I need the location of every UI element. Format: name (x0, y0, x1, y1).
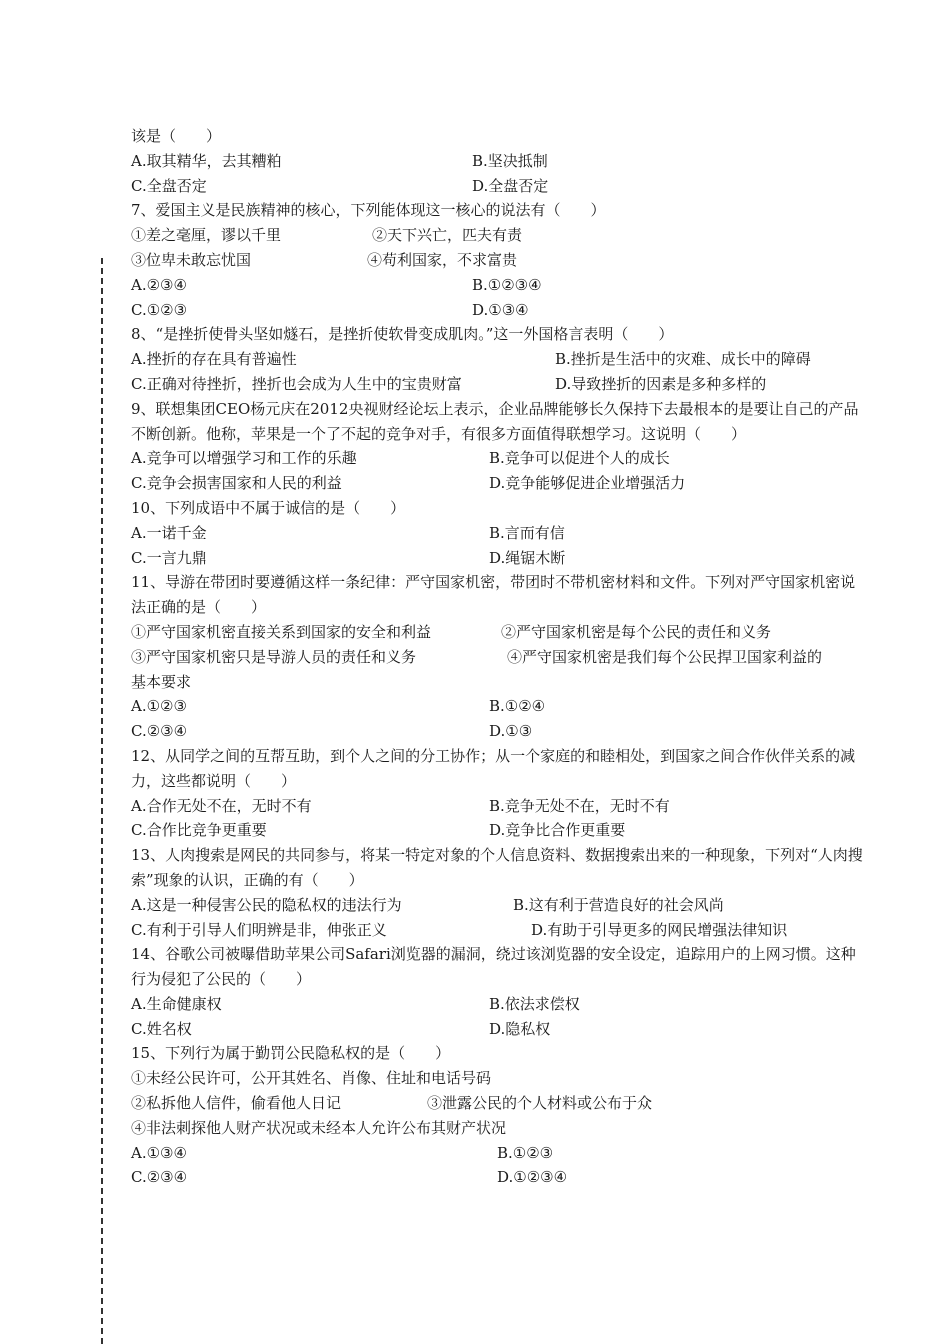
option-text-right: D.竞争能够促进企业增强活力 (489, 474, 686, 493)
text-line (131, 521, 866, 546)
text-line (131, 397, 866, 447)
line-text: A.挫折的存在具有普遍性 (131, 350, 297, 369)
text-line (131, 744, 866, 794)
question-text-body (131, 124, 866, 1190)
text-line (131, 1066, 866, 1091)
option-text-right: D.①②③④ (497, 1168, 568, 1187)
text-line (131, 794, 866, 819)
option-text-right: B.坚决抵制 (472, 151, 548, 170)
option-text-right: B.竞争无处不在，无时不有 (489, 796, 670, 815)
text-line (131, 918, 866, 943)
line-text: 该是（ ） (131, 127, 222, 145)
option-text-right: B.①②③ (497, 1143, 554, 1162)
text-line (131, 570, 866, 620)
option-text-right: D.隐私权 (489, 1019, 551, 1038)
text-line (131, 992, 866, 1017)
line-text: C.有利于引导人们明辨是非，伸张正义 (131, 920, 387, 939)
text-line (131, 1165, 866, 1190)
line-text: ①严守国家机密直接关系到国家的安全和利益 (131, 622, 432, 641)
text-line (131, 149, 866, 174)
line-text: C.①②③ (131, 300, 188, 319)
text-line (131, 843, 866, 893)
text-line (131, 446, 866, 471)
line-text: A.合作无处不在，无时不有 (131, 796, 312, 815)
line-text: ④非法刺探他人财产状况或未经本人允许公布其财产状况 (131, 1118, 507, 1137)
option-text-right: D.绳锯木断 (489, 548, 566, 567)
line-text: C.②③④ (131, 1168, 188, 1187)
option-text-right: B.言而有信 (489, 523, 565, 542)
option-text-right: ④严守国家机密是我们每个公民捍卫国家利益的 (507, 647, 823, 666)
option-text-right: D.导致挫折的因素是多种多样的 (555, 374, 767, 393)
line-text: C.正确对待挫折，挫折也会成为人生中的宝贵财富 (131, 374, 462, 393)
line-text: ①差之毫厘，谬以千里 (131, 226, 282, 245)
line-text: C.全盘否定 (131, 176, 207, 195)
option-text-right: B.依法求偿权 (489, 994, 580, 1013)
text-line (131, 471, 866, 496)
text-line (131, 496, 866, 521)
text-line (131, 198, 866, 223)
line-text: 7、爱国主义是民族精神的核心，下列能体现这一核心的说法有（ ） (131, 201, 606, 220)
text-line (131, 620, 866, 645)
text-line (131, 1091, 866, 1116)
line-text: A.生命健康权 (131, 994, 222, 1013)
text-line (131, 670, 866, 695)
line-text: 9、联想集团CEO杨元庆在2012央视财经论坛上表示，企业品牌能够长久保持下去最根本的是要让自己的产品不断创新。他称，苹果是一个了不起的竞争对手，有很多方面值得联想学习。这说明（ ） (131, 399, 859, 443)
option-text-right: D.竞争比合作更重要 (489, 821, 626, 840)
line-text: A.一诺千金 (131, 523, 207, 542)
text-line (131, 223, 866, 248)
line-text: C.姓名权 (131, 1019, 192, 1038)
line-text: A.取其精华，去其糟粕 (131, 151, 282, 170)
text-line (131, 645, 866, 670)
line-text: 8、“是挫折使骨头坚如燧石，是挫折使软骨变成肌肉。”这一外国格言表明（ ） (131, 325, 674, 344)
text-line (131, 124, 866, 149)
option-text-right: B.①②③④ (472, 275, 542, 294)
line-text: C.合作比竞争更重要 (131, 821, 267, 840)
binding-margin-dashed-line (101, 258, 103, 1344)
line-text: A.②③④ (131, 275, 187, 294)
line-text: ③严守国家机密只是导游人员的责任和义务 (131, 647, 417, 666)
text-line (131, 1017, 866, 1042)
text-line (131, 1041, 866, 1066)
line-text: 12、从同学之间的互帮互助，到个人之间的分工协作；从一个家庭的和睦相处，到国家之间合作伙伴关系的减力，这些都说明（ ） (131, 746, 856, 790)
line-text: ②私拆他人信件，偷看他人日记 (131, 1094, 342, 1113)
option-text-right: ②严守国家机密是每个公民的责任和义务 (501, 622, 772, 641)
text-line (131, 248, 866, 273)
line-text: A.竞争可以增强学习和工作的乐趣 (131, 449, 357, 468)
line-text: A.①②③ (131, 697, 187, 716)
option-text-right: D.①③④ (472, 300, 529, 319)
text-line (131, 322, 866, 347)
line-text: 11、导游在带团时要遵循这样一条纪律：严守国家机密，带团时不带机密材料和文件。下列对严守国家机密说法正确的是（ ） (131, 573, 856, 617)
line-text: A.①③④ (131, 1143, 187, 1162)
option-text-right: B.这有利于营造良好的社会风尚 (513, 895, 724, 914)
text-line (131, 818, 866, 843)
line-text: ①未经公民许可，公开其姓名、肖像、住址和电话号码 (131, 1069, 492, 1088)
line-text: 14、谷歌公司被曝借助苹果公司Safari浏览器的漏洞，绕过该浏览器的安全设定，追踪用户的上网习惯。这种行为侵犯了公民的（ ） (131, 945, 856, 989)
line-text: A.这是一种侵害公民的隐私权的违法行为 (131, 895, 402, 914)
option-text-right: B.①②④ (489, 697, 546, 716)
text-line (131, 694, 866, 719)
option-text-right: ②天下兴亡，匹夫有责 (372, 226, 523, 245)
line-text: 基本要求 (131, 672, 192, 691)
line-text: 15、下列行为属于勤罚公民隐私权的是（ ） (131, 1044, 451, 1063)
option-text-right: D.①③ (489, 722, 533, 741)
line-text: 10、下列成语中不属于诚信的是（ ） (131, 498, 406, 517)
text-line (131, 942, 866, 992)
line-text: 13、人肉搜索是网民的共同参与，将某一特定对象的个人信息资料、数据搜索出来的一种现象，下列对“人肉搜索”现象的认识，正确的有（ ） (131, 846, 863, 889)
text-line (131, 546, 866, 571)
line-text: C.②③④ (131, 722, 188, 741)
text-line (131, 174, 866, 199)
line-text: C.一言九鼎 (131, 548, 207, 567)
text-line (131, 719, 866, 744)
option-text-right: ③泄露公民的个人材料或公布于众 (427, 1094, 653, 1113)
text-line (131, 298, 866, 323)
text-line (131, 893, 866, 918)
text-line (131, 347, 866, 372)
option-text-right: D.全盘否定 (472, 176, 549, 195)
line-text: C.竞争会损害国家和人民的利益 (131, 474, 342, 493)
text-line (131, 273, 866, 298)
text-line (131, 1141, 866, 1166)
text-line (131, 372, 866, 397)
option-text-right: D.有助于引导更多的网民增强法律知识 (531, 920, 788, 939)
option-text-right: B.挫折是生活中的灾难、成长中的障碍 (555, 350, 811, 369)
text-line (131, 1116, 866, 1141)
line-text: ③位卑未敢忘忧国 (131, 250, 252, 269)
option-text-right: ④苟利国家，不求富贵 (367, 250, 518, 269)
option-text-right: B.竞争可以促进个人的成长 (489, 449, 670, 468)
